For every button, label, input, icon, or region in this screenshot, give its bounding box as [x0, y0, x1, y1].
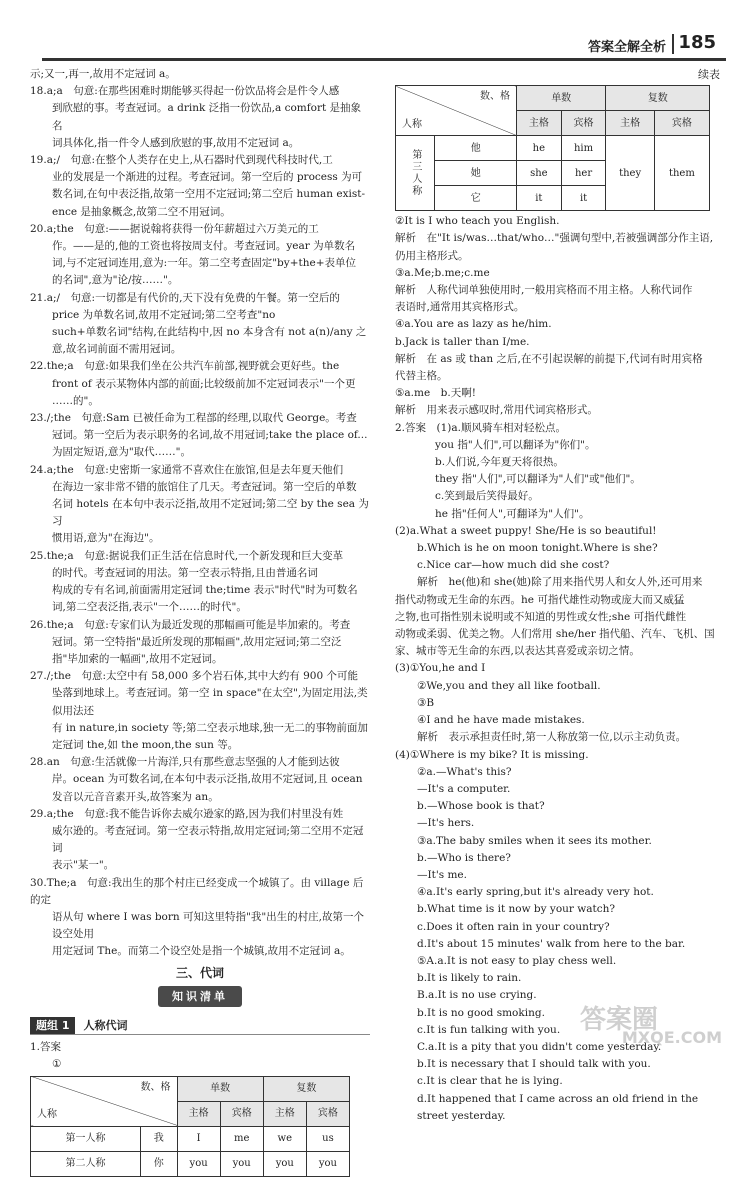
text-line: 指代动物或无生命的东西。he 可指代雄性动物或庞大而又威猛 [395, 593, 685, 606]
text-line: 的名词",意为"论/按……"。 [52, 274, 179, 287]
text-line: 18.a;a 句意:在那些困难时期能够买得起一份饮品将会是件令人感 [30, 85, 340, 98]
text-line: 解析 用来表示感叹时,常用代词宾格形式。 [395, 404, 598, 417]
obj-header: 宾格 [306, 1101, 349, 1126]
text-line: (2)a.What a sweet puppy! She/He is so beautiful! [395, 524, 657, 537]
text-line: 30.The;a 句意:我出生的那个村庄已经变成一个城镇了。由 village 后的定 [30, 876, 364, 906]
text-line: d.It's about 15 minutes' walk from here to the bar. [417, 937, 686, 950]
text-line: 2.答案 (1)a.顺风骑车相对轻松点。 [395, 421, 566, 434]
text-line: 27./;the 句意:太空中有 58,000 多个岩石体,其中大约有 900 个可能 [30, 670, 358, 683]
text-line: —It's hers. [417, 817, 475, 830]
right-column [395, 66, 720, 1125]
text-line: ②a.—What's this? [417, 765, 512, 778]
obj-header: 宾格 [220, 1101, 263, 1126]
text-line: 发音以元音音素开头,故答案为 an。 [52, 790, 219, 803]
knowledge-banner: 知识清单 [158, 986, 242, 1007]
text-line: ③B [417, 696, 435, 709]
text-line: c.It is clear that he is lying. [417, 1075, 563, 1088]
text-line: 之物,也可指性别未说明或不知道的男性或女性;she 可指代雌性 [395, 610, 687, 623]
subj-header: 主格 [177, 1101, 220, 1126]
text-line: 解析 人称代词单独使用时,一般用宾格而不用主格。人称代词作 [395, 284, 693, 297]
text-line: c.Does it often rain in your country? [417, 920, 610, 933]
text-line: 指"毕加索的一幅画",故用不定冠词。 [52, 652, 223, 665]
subj-header: 主格 [263, 1101, 306, 1126]
text-line: b.—Who is there? [417, 851, 511, 864]
text-line: 有 in nature,in society 等;第二空表示地球,独一无二的事物前面加 [52, 721, 368, 734]
text-line: 词,第二空表泛指,表示"一个……的时代"。 [52, 601, 247, 614]
left-answer-text [30, 66, 370, 961]
text-line: 威尔逊的。考查冠词。第一空表示特指,故用定冠词;第二空用不定冠词 [52, 824, 364, 855]
table-row: 第三人称 他 he him they them [396, 136, 710, 161]
text-line: 解析 表示承担责任时,第一人称放第一位,以示主动负责。 [417, 731, 687, 744]
text-line: you 指"人们",可以翻译为"你们"。 [435, 438, 596, 451]
singular-header: 单数 [177, 1076, 263, 1101]
text-line: 26.the;a 句意:专家们认为最近发现的那幅画可能是毕加索的。考查 [30, 618, 351, 631]
text-line: ence 是抽象概念,故第二空不用冠词。 [52, 205, 231, 218]
text-line: B.a.It is no use crying. [417, 989, 537, 1002]
text-line: 用定冠词 The。而第二个设空处是指一个城镇,故用不定冠词 a。 [52, 945, 351, 958]
right-answer-text [395, 213, 720, 1125]
text-line: 22.the;a 句意:如果我们坐在公共汽车前部,视野就会更好些。the [30, 360, 340, 373]
text-line: 25.the;a 句意:据说我们正生活在信息时代,一个新发现和巨大变革 [30, 549, 344, 562]
pronoun-table-1 [30, 1076, 350, 1177]
text-line: 代替主格。 [395, 370, 448, 383]
text-line: price 为单数名词,故用不定冠词;第二空考查"no [52, 308, 276, 321]
text-line: 解析 he(他)和 she(她)除了用来指代男人和女人外,还可用来 [417, 576, 703, 589]
text-line: b.It is necessary that I should talk with you. [417, 1058, 651, 1071]
text-line: they 指"人们",可以翻译为"人们"或"他们"。 [435, 473, 641, 486]
text-line: 语从句 where I was born 可知这里特指"我"出生的村庄,故第一个设空处用 [52, 910, 364, 941]
header-divider [672, 34, 674, 54]
text-line: 19.a;/ 句意:在整个人类存在史上,从石器时代到现代科技时代,工 [30, 154, 333, 167]
text-line: 表语时,通常用其宾格形式。 [395, 301, 525, 314]
section-title: 三、代词 [175, 965, 224, 980]
text-line: 冠词。第一空后为表示职务的名词,故不用冠词;take the place of... [52, 429, 368, 442]
text-line: b.人们说,今年夏天将很热。 [435, 456, 564, 469]
text-line: 家、城市等无生命的东西,以表达其喜爱或亲切之情。 [395, 645, 640, 658]
text-line: 冠词。第一空特指"最近所发现的那幅画",故用定冠词;第二空泛 [52, 635, 342, 648]
text-line: 23./;the 句意:Sam 已被任命为工程部的经理,以取代 George。考查 [30, 412, 357, 425]
text-line: c.Nice car—how much did she cost? [417, 559, 610, 572]
text-line: he 指"任何人",可翻译为"人们"。 [435, 507, 590, 520]
text-line: ②We,you and they all like football. [417, 679, 601, 692]
group-title: 人称代词 [83, 1018, 128, 1032]
text-line: such+单数名词"结构,在此结构中,因 no 本身含有 not a(n)/any 之 [52, 326, 367, 339]
text-line: 作。——是的,他的工资也将按周支付。考查冠词。year 为单数名 [52, 240, 356, 253]
text-line: b.What time is it now by your watch? [417, 903, 616, 916]
text-line: 表示"某一"。 [52, 859, 115, 872]
text-line: 解析 在"It is/was…that/who…"强调句型中,若被强调部分作主语, [395, 232, 714, 245]
section-label: 答案全解全析 [587, 40, 666, 55]
text-line: 到欣慰的事。考查冠词。a drink 泛指一份饮品,a comfort 是抽象名 [52, 102, 362, 132]
text-line: 惯用语,意为"在海边"。 [52, 532, 160, 545]
text-line: 构成的专有名词,前面需用定冠词 the;time 表示"时代"时为可数名 [52, 584, 358, 597]
text-line: ④a.It's early spring,but it's already very hot. [417, 886, 654, 899]
text-line: 28.an 句意:生活就像一片海洋,只有那些意志坚强的人才能到达彼 [30, 756, 340, 769]
text-line: ②It is I who teach you English. [395, 215, 560, 228]
pronoun-table-2: 数、格 人称 单数 复数 主格 宾格 主格 宾格 第三人称 他 he him they them 她 she her 它 it it [395, 85, 710, 211]
left-column [30, 66, 370, 1179]
text-line: b.It is likely to rain. [417, 972, 522, 985]
text-line: front of 表示某物体内部的前面;比较级前加不定冠词表示"一个更 [52, 377, 356, 390]
text-line: 示;又一,再一,故用不定冠词 a。 [30, 68, 176, 80]
text-line: 数名词,在句中表泛指,故第一空用不定冠词;第二空后 human exist- [52, 188, 366, 201]
table-row: 第一人称 我 I me we us [31, 1126, 350, 1151]
watermark-logo: 答案圈 MXQE.COM [580, 1005, 722, 1047]
group-tag: 题组 1 [30, 1017, 75, 1034]
text-line: ④I and he have made mistakes. [417, 714, 585, 727]
question-group-header [30, 1017, 370, 1035]
text-line: 词,与不定冠词连用,意为:一年。第二空考查固定"by+the+表单位 [52, 257, 356, 270]
text-line: —It's a computer. [417, 782, 511, 795]
text-line: ③a.The baby smiles when it sees its mother. [417, 834, 652, 847]
text-line: 名词 hotels 在本句中表示泛指,故用不定冠词;第二空 by the sea 为习 [52, 498, 369, 528]
text-line: d.It happened that I came across an old friend in the street yesterday. [417, 1092, 699, 1122]
text-line: ⑤a.me b.天啊! [395, 387, 476, 400]
text-line: 24.a;the 句意:史密斯一家通常不喜欢住在旅馆,但是去年夏天他们 [30, 463, 344, 476]
text-line: 词具体化,指一件令人感到欣慰的事,故用不定冠词 a。 [52, 136, 300, 149]
text-line: b.Which is he on moon tonight.Where is she? [417, 542, 658, 555]
text-line: 动物或柔弱、优美之物。人们常用 she/her 指代船、汽车、飞机、国 [395, 628, 715, 641]
text-line: ⑤A.a.It is not easy to play chess well. [417, 954, 617, 967]
text-line: ……的"。 [52, 394, 99, 407]
text-line: 在海边一家非常不错的旅馆住了几天。考查冠词。第一空后的单数 [52, 480, 357, 493]
text-line: —It's me. [417, 868, 467, 881]
table-continued-label: 续表 [698, 68, 720, 81]
text-line: 仍用主格形式。 [395, 249, 469, 262]
text-line: ③a.Me;b.me;c.me [395, 266, 490, 279]
table-row: 它 it it [396, 186, 710, 211]
text-line: b.Jack is taller than I/me. [395, 335, 530, 348]
text-line: (3)①You,he and I [395, 662, 486, 675]
page-header [42, 28, 726, 61]
text-line: 解析 在 as 或 than 之后,在不引起误解的前提下,代词有时用宾格 [395, 352, 703, 365]
table-row: 她 she her [396, 161, 710, 186]
text-line: 业的发展是一个渐进的过程。考查冠词。第一空后的 process 为可 [52, 171, 363, 184]
text-line: c.It is fun talking with you. [417, 1023, 561, 1036]
diag-header: 数、格 人称 [31, 1076, 178, 1126]
text-line: ④a.You are as lazy as he/him. [395, 318, 552, 331]
text-line: C.a.It is a pity that you didn't come yesterday. [417, 1040, 662, 1053]
text-line: 定冠词 the,如 the moon,the sun 等。 [52, 738, 239, 751]
text-line: 岸。ocean 为可数名词,在本句中表示泛指,故用不定冠词,且 ocean [52, 773, 363, 786]
text-line: 为固定短语,意为"取代……"。 [52, 446, 191, 459]
text-line: 21.a;/ 句意:一切都是有代价的,天下没有免费的午餐。第一空后的 [30, 291, 340, 304]
text-line: (4)①Where is my bike? It is missing. [395, 748, 589, 761]
text-line: 的时代。考查冠词的用法。第一空表示特指,且由普通名词 [52, 566, 318, 579]
text-line: b.—Whose book is that? [417, 800, 545, 813]
text-line: 29.a;the 句意:我不能告诉你去威尔逊家的路,因为我们村里没有姓 [30, 807, 344, 820]
text-line: b.It is no good smoking. [417, 1006, 545, 1019]
page-number: 185 [678, 32, 716, 53]
circle-number: ① [52, 1058, 62, 1071]
text-line: 意,故名词前面不需用冠词。 [52, 343, 182, 356]
table-row: 第二人称 你 you you you you [31, 1151, 350, 1176]
text-line: 20.a;the 句意:——据说翰将获得一份年薪超过六万美元的工 [30, 222, 319, 235]
answer-label: 1.答案 [30, 1041, 62, 1054]
text-line: c.笑到最后笑得最好。 [435, 490, 539, 503]
plural-header: 复数 [263, 1076, 349, 1101]
text-line: 坠落到地球上。考查冠词。第一空 in space"在太空",为固定用法,类似用法还 [52, 687, 368, 717]
